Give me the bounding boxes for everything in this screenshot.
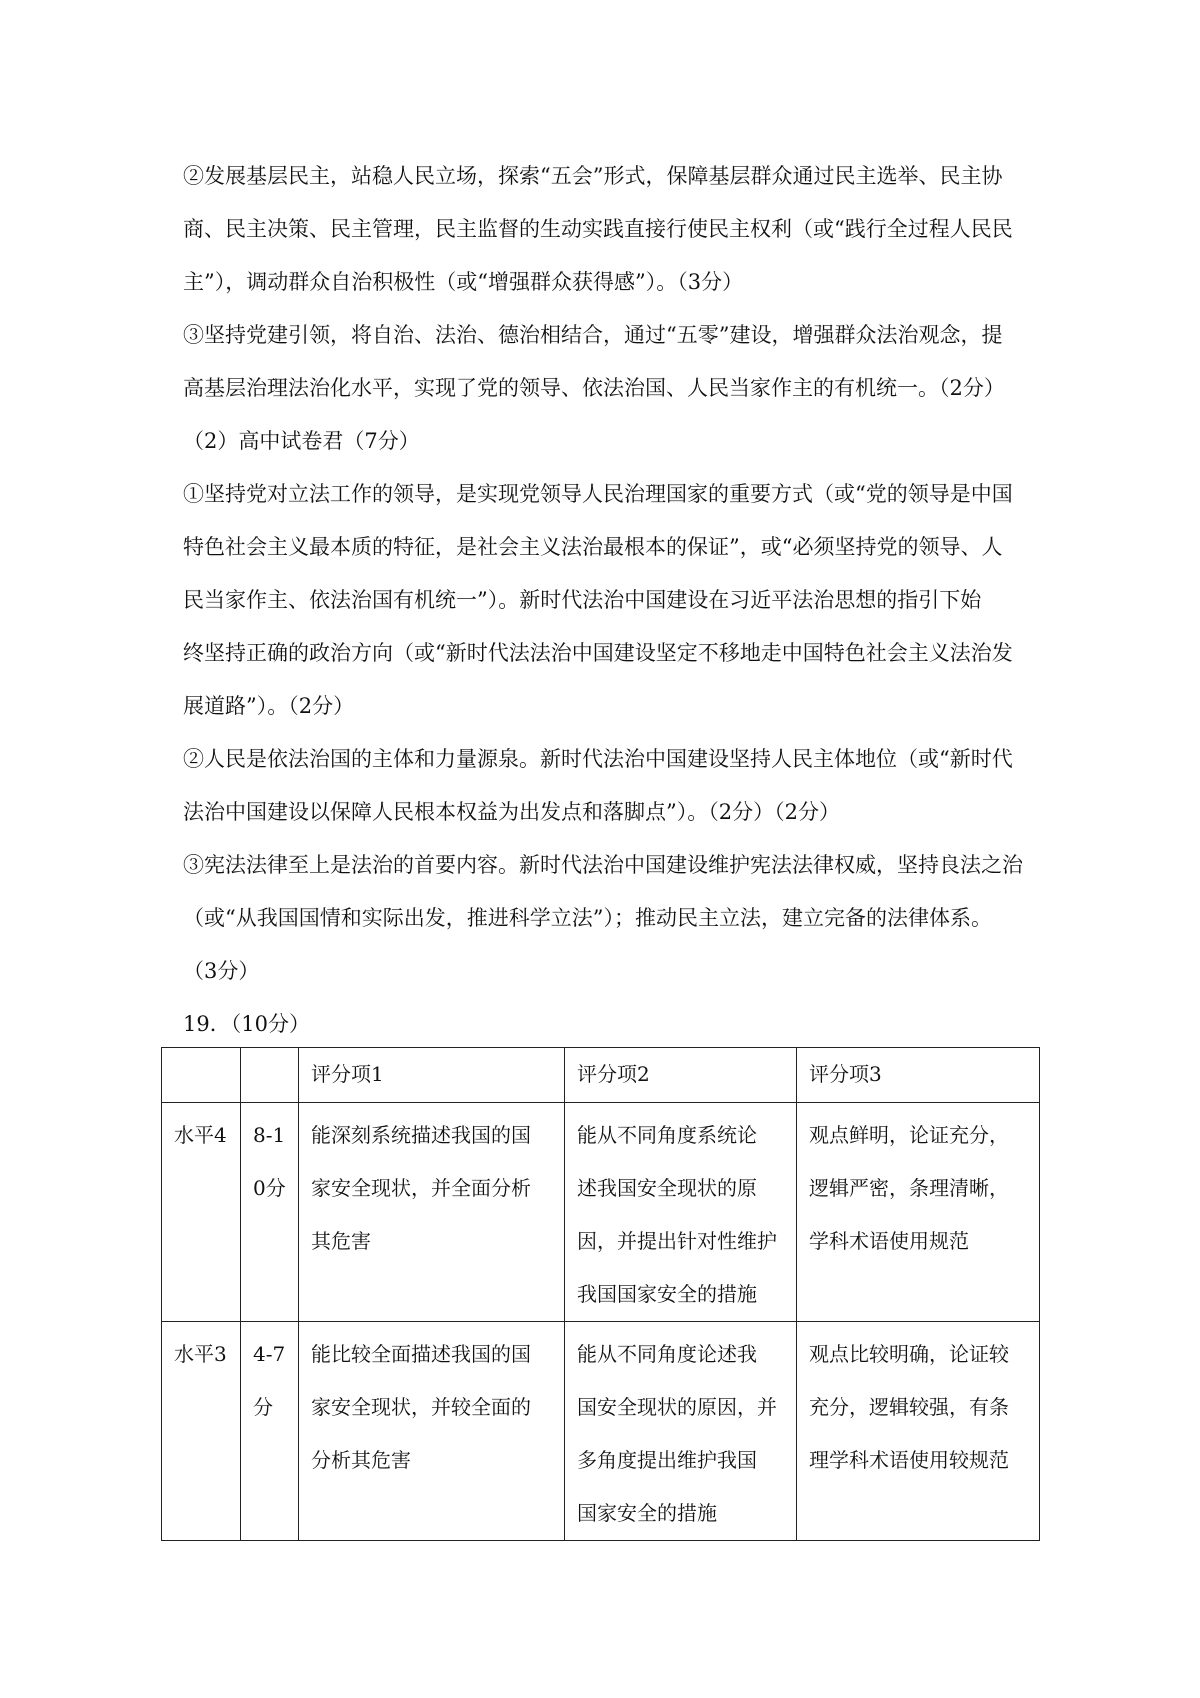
text-line: ③宪法法律至上是法治的首要内容。新时代法治中国建设维护宪法法律权威，坚持良法之治: [183, 853, 1023, 877]
text-line: 民当家作主、依法治国有机统一”）。新时代法治中国建设在习近平法治思想的指引下始: [183, 588, 982, 612]
level-cell: 水平3: [162, 1322, 241, 1541]
answer-paragraph-1b: [183, 468, 1033, 733]
text-line: 终坚持正确的政治方向（或“新时代法法治中国建设坚定不移地走中国特色社会主义法治发: [183, 641, 1013, 665]
text-line: 展道路”）。（2分）: [183, 694, 355, 718]
score-cell: 4-7 分: [241, 1322, 299, 1541]
text-line: （2）高中试卷君（7分）: [183, 429, 420, 453]
text-line: 商、民主决策、民主管理，民主监督的生动实践直接行使民主权利（或“践行全过程人民民: [183, 217, 1013, 241]
text-line: （3分）: [183, 959, 260, 983]
criterion-3-cell: 观点鲜明，论证充分， 逻辑严密，条理清晰， 学科术语使用规范: [797, 1103, 1040, 1322]
scoring-table: [161, 1047, 1040, 1541]
table-row: [162, 1322, 1040, 1541]
text-line: 主”），调动群众自治积极性（或“增强群众获得感”）。（3分）: [183, 270, 744, 294]
table-header-row: [162, 1048, 1040, 1103]
text-line: ①坚持党对立法工作的领导，是实现党领导人民治理国家的重要方式（或“党的领导是中国: [183, 482, 1013, 506]
answer-paragraph-2b: [183, 733, 1033, 839]
text-line: ②人民是依法治国的主体和力量源泉。新时代法治中国建设坚持人民主体地位（或“新时代: [183, 747, 1013, 771]
header-cell: [241, 1048, 299, 1103]
criterion-3-cell: 观点比较明确，论证较 充分，逻辑较强，有条 理学科术语使用较规范: [797, 1322, 1040, 1541]
text-line: 高基层治理法治化水平，实现了党的领导、依法治国、人民当家作主的有机统一。（2分）: [183, 376, 1005, 400]
text-line: 特色社会主义最本质的特征，是社会主义法治最根本的保证”，或“必须坚持党的领导、人: [183, 535, 1003, 559]
header-cell: 评分项2: [565, 1048, 797, 1103]
level-cell: 水平4: [162, 1103, 241, 1322]
question-19-heading: [183, 998, 1033, 1051]
text-line: ③坚持党建引领，将自治、法治、德治相结合，通过“五零”建设，增强群众法治观念，提: [183, 323, 1003, 347]
answer-paragraph-3: [183, 309, 1033, 415]
answer-paragraph-3b: [183, 839, 1033, 998]
criterion-1-cell: 能比较全面描述我国的国 家安全现状，并较全面的 分析其危害: [299, 1322, 565, 1541]
score-cell: 8-1 0分: [241, 1103, 299, 1322]
text-line: （或“从我国国情和实际出发，推进科学立法”）；推动民主立法，建立完备的法律体系。: [183, 906, 992, 930]
question-part-heading: [183, 415, 1033, 468]
table-row: [162, 1103, 1040, 1322]
header-cell: 评分项1: [299, 1048, 565, 1103]
text-line: ②发展基层民主，站稳人民立场，探索“五会”形式，保障基层群众通过民主选举、民主协: [183, 164, 1003, 188]
criterion-2-cell: 能从不同角度论述我 国安全现状的原因，并 多角度提出维护我国 国家安全的措施: [565, 1322, 797, 1541]
answer-paragraph-2: [183, 150, 1033, 309]
criterion-2-cell: 能从不同角度系统论 述我国安全现状的原 因，并提出针对性维护 我国国家安全的措施: [565, 1103, 797, 1322]
header-cell: 评分项3: [797, 1048, 1040, 1103]
text-line: 19．（10分）: [183, 1012, 310, 1036]
criterion-1-cell: 能深刻系统描述我国的国 家安全现状，并全面分析 其危害: [299, 1103, 565, 1322]
text-line: 法治中国建设以保障人民根本权益为出发点和落脚点”）。（2分）（2分）: [183, 800, 840, 824]
header-cell: [162, 1048, 241, 1103]
